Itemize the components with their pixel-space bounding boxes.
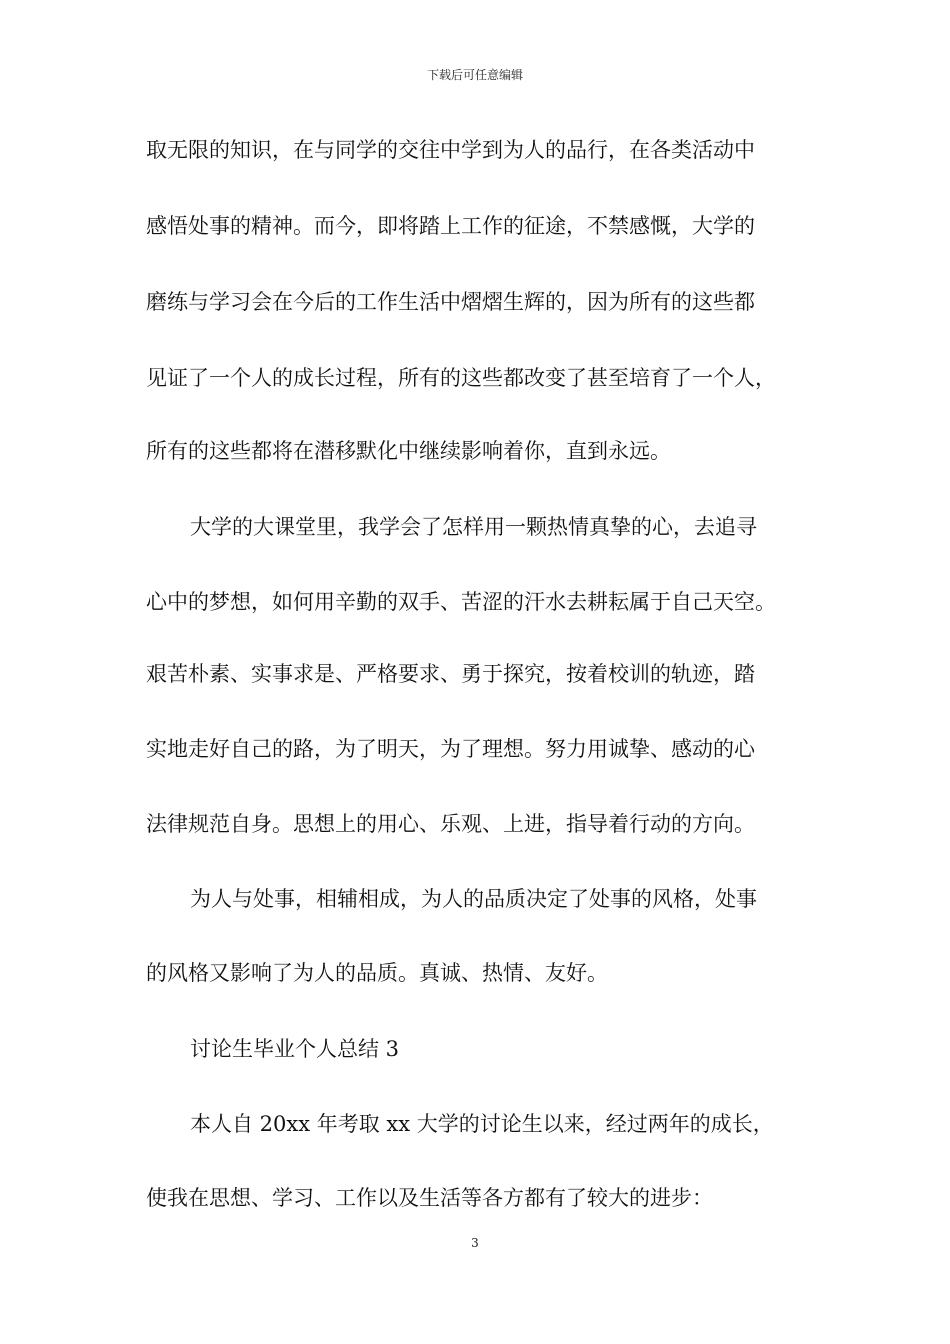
body-line: 磨练与学习会在今后的工作生活中熠熠生辉的，因为所有的这些都 <box>146 290 755 314</box>
body-line: 所有的这些都将在潜移默化中继续影响着你，直到永远。 <box>146 439 671 463</box>
body-line: 法律规范自身。思想上的用心、乐观、上进，指导着行动的方向。 <box>146 812 755 836</box>
paragraph-first-line: 大学的大课堂里，我学会了怎样用一颗热情真挚的心，去追寻 <box>190 515 757 539</box>
body-line: 见证了一个人的成长过程，所有的这些都改变了甚至培育了一个人， <box>146 366 776 390</box>
body-line: 感悟处事的精神。而今，即将踏上工作的征途，不禁感慨，大学的 <box>146 214 755 238</box>
page-number: 3 <box>471 1236 479 1250</box>
section-heading: 讨论生毕业个人总结 3 <box>190 1037 400 1061</box>
body-line: 艰苦朴素、实事求是、严格要求、勇于探究，按着校训的轨迹，踏 <box>146 662 755 686</box>
body-line: 使我在思想、学习、工作以及生活等各方都有了较大的进步： <box>146 1186 713 1210</box>
body-line: 的风格又影响了为人的品质。真诚、热情、友好。 <box>146 961 608 985</box>
body-line: 实地走好自己的路，为了明天，为了理想。努力用诚挚、感动的心 <box>146 737 755 761</box>
paragraph-first-line: 为人与处事，相辅相成，为人的品质决定了处事的风格，处事 <box>190 887 757 911</box>
body-line: 取无限的知识，在与同学的交往中学到为人的品行，在各类活动中 <box>146 138 755 162</box>
paragraph-first-line: 本人自 20xx 年考取 xx 大学的讨论生以来，经过两年的成长， <box>190 1112 774 1136</box>
body-line: 心中的梦想，如何用辛勤的双手、苦涩的汗水去耕耘属于自己天空。 <box>146 590 776 614</box>
page-header: 下载后可任意编辑 <box>426 68 523 82</box>
